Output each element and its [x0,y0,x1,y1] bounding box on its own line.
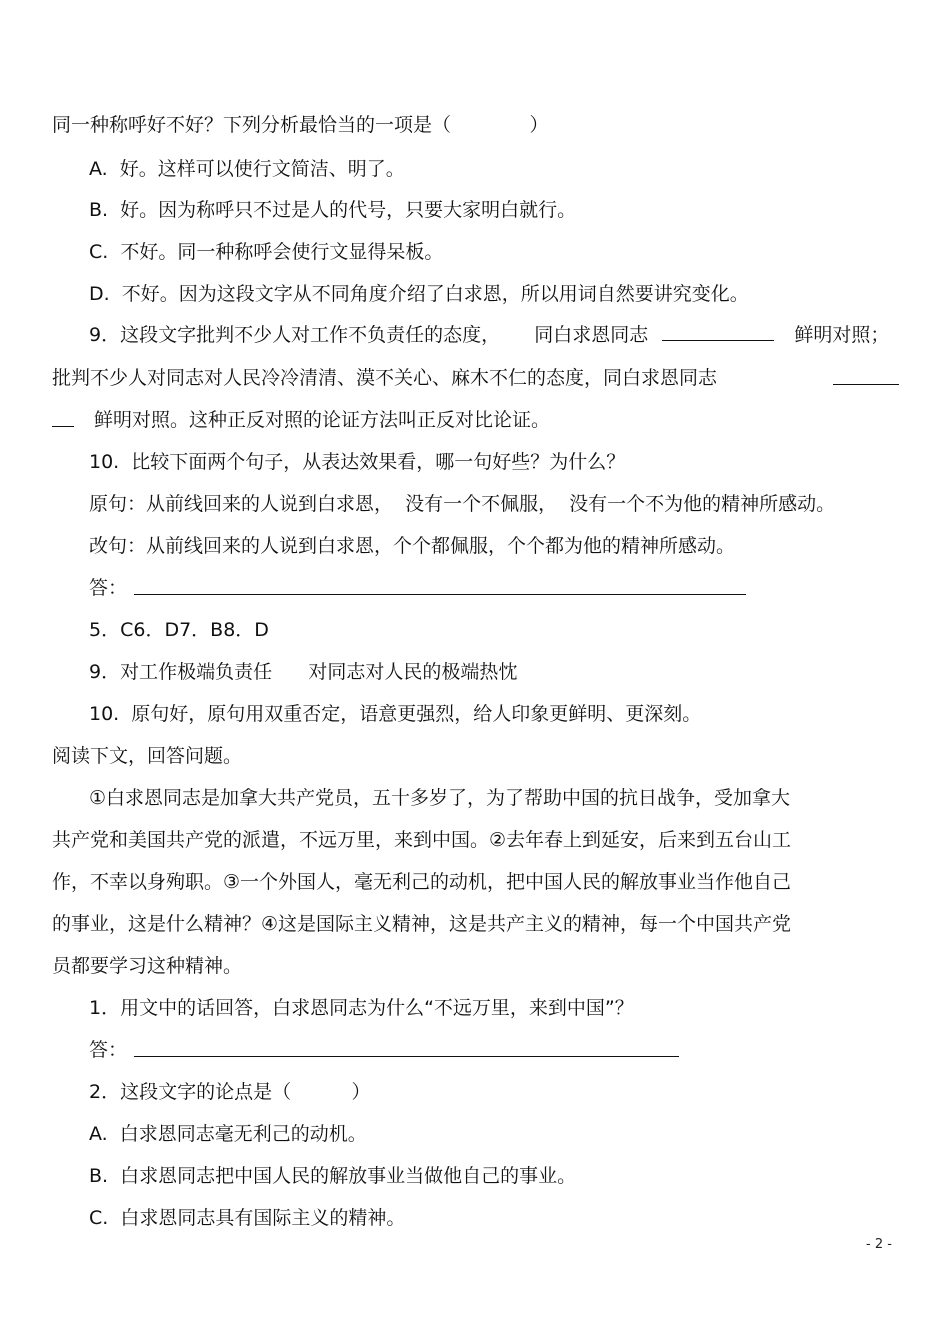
q10-revised-sentence: 改句：从前线回来的人说到白求恩，个个都佩服，个个都为他的精神所感动。 [89,535,736,557]
answer-key-line-2: 9．对工作极端负责任 对同志对人民的极端热忱 [89,661,518,683]
rq1-stem: 1．用文中的话回答，白求恩同志为什么“不远万里，来到中国”？ [89,997,634,1019]
q9-line-1: 9．这段文字批判不少人对工作不负责任的态度， 同白求恩同志 鲜明对照； [89,324,890,346]
rq2-option-c: C. 白求恩同志具有国际主义的精神。 [89,1207,406,1229]
passage-line-4: 的事业，这是什么精神？④这是国际主义精神，这是共产主义的精神，每一个中国共产党 [52,913,792,935]
page-number: - 2 - [866,1237,892,1252]
rq1-answer-line[interactable] [134,1040,679,1057]
q10-stem: 10. 比较下面两个句子，从表达效果看，哪一句好些？为什么？ [89,451,626,473]
q9-blank-1 [662,324,774,341]
q8-option-d: D. 不好。因为这段文字从不同角度介绍了白求恩，所以用词自然要讲究变化。 [89,283,749,305]
passage-line-2: 共产党和美国共产党的派遣，不远万里，来到中国。②去年春上到延安，后来到五台山工 [52,829,792,851]
rq2-option-a: A. 白求恩同志毫无利己的动机。 [89,1123,367,1145]
answer-key-line-3: 10. 原句好，原句用双重否定，语意更强烈，给人印象更鲜明、更深刻。 [89,703,702,725]
rq2-stem: 2．这段文字的论点是（ ） [89,1081,371,1103]
passage-line-5: 员都要学习这种精神。 [52,955,243,977]
q8-option-b: B. 好。因为称呼只不过是人的代号，只要大家明白就行。 [89,199,577,221]
q10-original-sentence: 原句：从前线回来的人说到白求恩， 没有一个不佩服， 没有一个不为他的精神所感动。 [89,493,836,515]
reading-intro: 阅读下文，回答问题。 [52,745,243,767]
q9-blank-2b [52,410,74,427]
q10-answer-line[interactable] [134,578,746,595]
passage-line-1: ①白求恩同志是加拿大共产党员，五十多岁了，为了帮助中国的抗日战争，受加拿大 [89,787,791,809]
q8-option-a: A. 好。这样可以使行文简洁、明了。 [89,158,405,180]
q9-line-2: 批判不少人对同志对人民冷冷清清、漠不关心、麻木不仁的态度，同白求恩同志 [52,367,718,389]
q9-line-3: 鲜明对照。这种正反对照的论证方法叫正反对比论证。 [94,409,551,431]
q10-answer-label: 答： [89,577,128,599]
q8-stem: 同一种称呼好不好？下列分析最恰当的一项是（ ） [52,114,549,136]
q8-option-c: C. 不好。同一种称呼会使行文显得呆板。 [89,241,444,263]
answer-key-line-1: 5．C6．D7．B8．D [89,619,269,641]
rq1-answer-label: 答： [89,1039,128,1061]
passage-line-3: 作，不幸以身殉职。③一个外国人，毫无利己的动机，把中国人民的解放事业当作他自己 [52,871,792,893]
q9-blank-2a [833,368,899,385]
rq2-option-b: B. 白求恩同志把中国人民的解放事业当做他自己的事业。 [89,1165,577,1187]
